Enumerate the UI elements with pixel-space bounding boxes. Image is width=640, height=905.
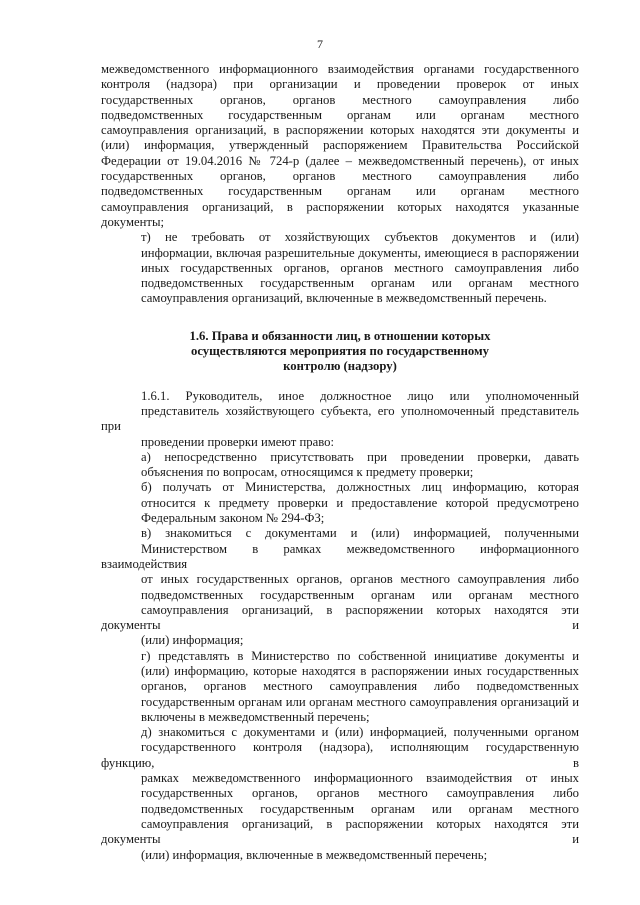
paragraph (101, 230, 579, 306)
text-line: самоуправления организаций, включенные в межведомственный перечень. (141, 291, 547, 306)
paragraphs-top (101, 62, 579, 307)
text-line: включены в межведомственный перечень; (141, 709, 370, 724)
text-line: в) знакомиться с документами и (или) информацией, полученными (141, 526, 579, 541)
text-line: иных государственных органов, органов местного самоуправления либо (141, 260, 579, 275)
text-line: Федеральным законом № 294-ФЗ; (141, 511, 325, 526)
text-line: государственным органам или органам местного самоуправления организаций и (141, 694, 579, 709)
text-line: рамках межведомственного информационного взаимодействия от иных (141, 771, 579, 786)
paragraph (101, 62, 579, 230)
heading-line: контролю (надзору) (283, 359, 397, 374)
text-line: т) не требовать от хозяйствующих субъектов документов и (или) (141, 230, 579, 245)
text-line: подведомственных государственным органам или органам местного (141, 587, 579, 602)
text-line: самоуправления организаций, в распоряжении которых находятся эти документы и (101, 602, 579, 633)
text-line: документы; (101, 214, 165, 229)
text-line: от иных государственных органов, органов местного самоуправления либо (141, 572, 579, 587)
text-line: объяснения по вопросам, относящимся к предмету проверки; (141, 465, 474, 480)
text-line: относится к предмету проверки и предоставление которой предусмотрено (141, 495, 579, 510)
text-line: подведомственных государственным органам или органам местного (101, 184, 579, 199)
text-line: Федерации от 19.04.2016 № 724-р (далее – межведомственный перечень), от иных (101, 153, 579, 168)
text-line: проведении проверки имеют право: (141, 434, 334, 449)
text-line: представитель хозяйствующего субъекта, его уполномоченный представитель при (101, 403, 579, 434)
text-line: самоуправления организаций, в распоряжении которых находятся эти документы и (101, 816, 579, 847)
paragraph (101, 526, 579, 648)
text-line: а) непосредственно присутствовать при проведении проверки, давать (141, 449, 579, 464)
text-line: подведомственных государственным органам или органам местного (101, 107, 579, 122)
text-line: Министерством в рамках межведомственного информационного взаимодействия (101, 541, 579, 571)
text-line: межведомственного информационного взаимодействия органами государственного (101, 62, 579, 76)
text-line: д) знакомиться с документами и (или) информацией, полученными органом (141, 725, 579, 740)
heading-line: 1.6. Права и обязанности лиц, в отношении которых (189, 328, 491, 343)
text-line: органов, органов местного самоуправления либо подведомственных (141, 679, 579, 694)
paragraph (101, 389, 579, 450)
text-line: (или) информацию, которые находятся в распоряжении иных государственных (141, 663, 579, 678)
text-line: г) представлять в Министерство по собственной инициативе документы и (141, 648, 579, 663)
text-line: государственных органов, органов местного самоуправления либо (141, 786, 579, 801)
text-line: государственных органов, органов местного самоуправления либо (101, 92, 579, 107)
text-line: самоуправления организаций, в распоряжении которых находятся указанные (101, 199, 579, 214)
text-line: самоуправления организаций, в распоряжении которых находятся эти документы и (101, 123, 579, 138)
text-line: (или) информация, утвержденный распоряжением Правительства Российской (101, 138, 579, 153)
text-line: 1.6.1. Руководитель, иное должностное лицо или уполномоченный (141, 388, 579, 403)
text-line: подведомственных государственным органам или органам местного (141, 276, 579, 291)
paragraph (101, 480, 579, 526)
heading-line: осуществляются мероприятия по государственному (190, 344, 490, 359)
text-line: б) получать от Министерства, должностных лиц информацию, которая (141, 480, 579, 495)
text-line: государственных органов, органов местного самоуправления либо (101, 169, 579, 184)
page-number: 7 (317, 37, 323, 51)
text-line: подведомственных государственным органам или органам местного (141, 801, 579, 816)
paragraph (101, 725, 579, 863)
section-heading (101, 329, 579, 375)
paragraph (101, 649, 579, 725)
text-line: (или) информация; (141, 633, 244, 648)
text-line: информации, включая разрешительные документы, имеющиеся в распоряжении (141, 245, 579, 260)
text-line: (или) информация, включенные в межведомственный перечень; (141, 847, 488, 862)
text-line: контроля (надзора) при организации и проведении проверок от иных (101, 77, 579, 92)
paragraph (101, 450, 579, 481)
text-line: государственного контроля (надзора), исполняющим государственную функцию, в (101, 740, 579, 770)
document-body (101, 62, 579, 863)
paragraphs-bottom (101, 389, 579, 863)
